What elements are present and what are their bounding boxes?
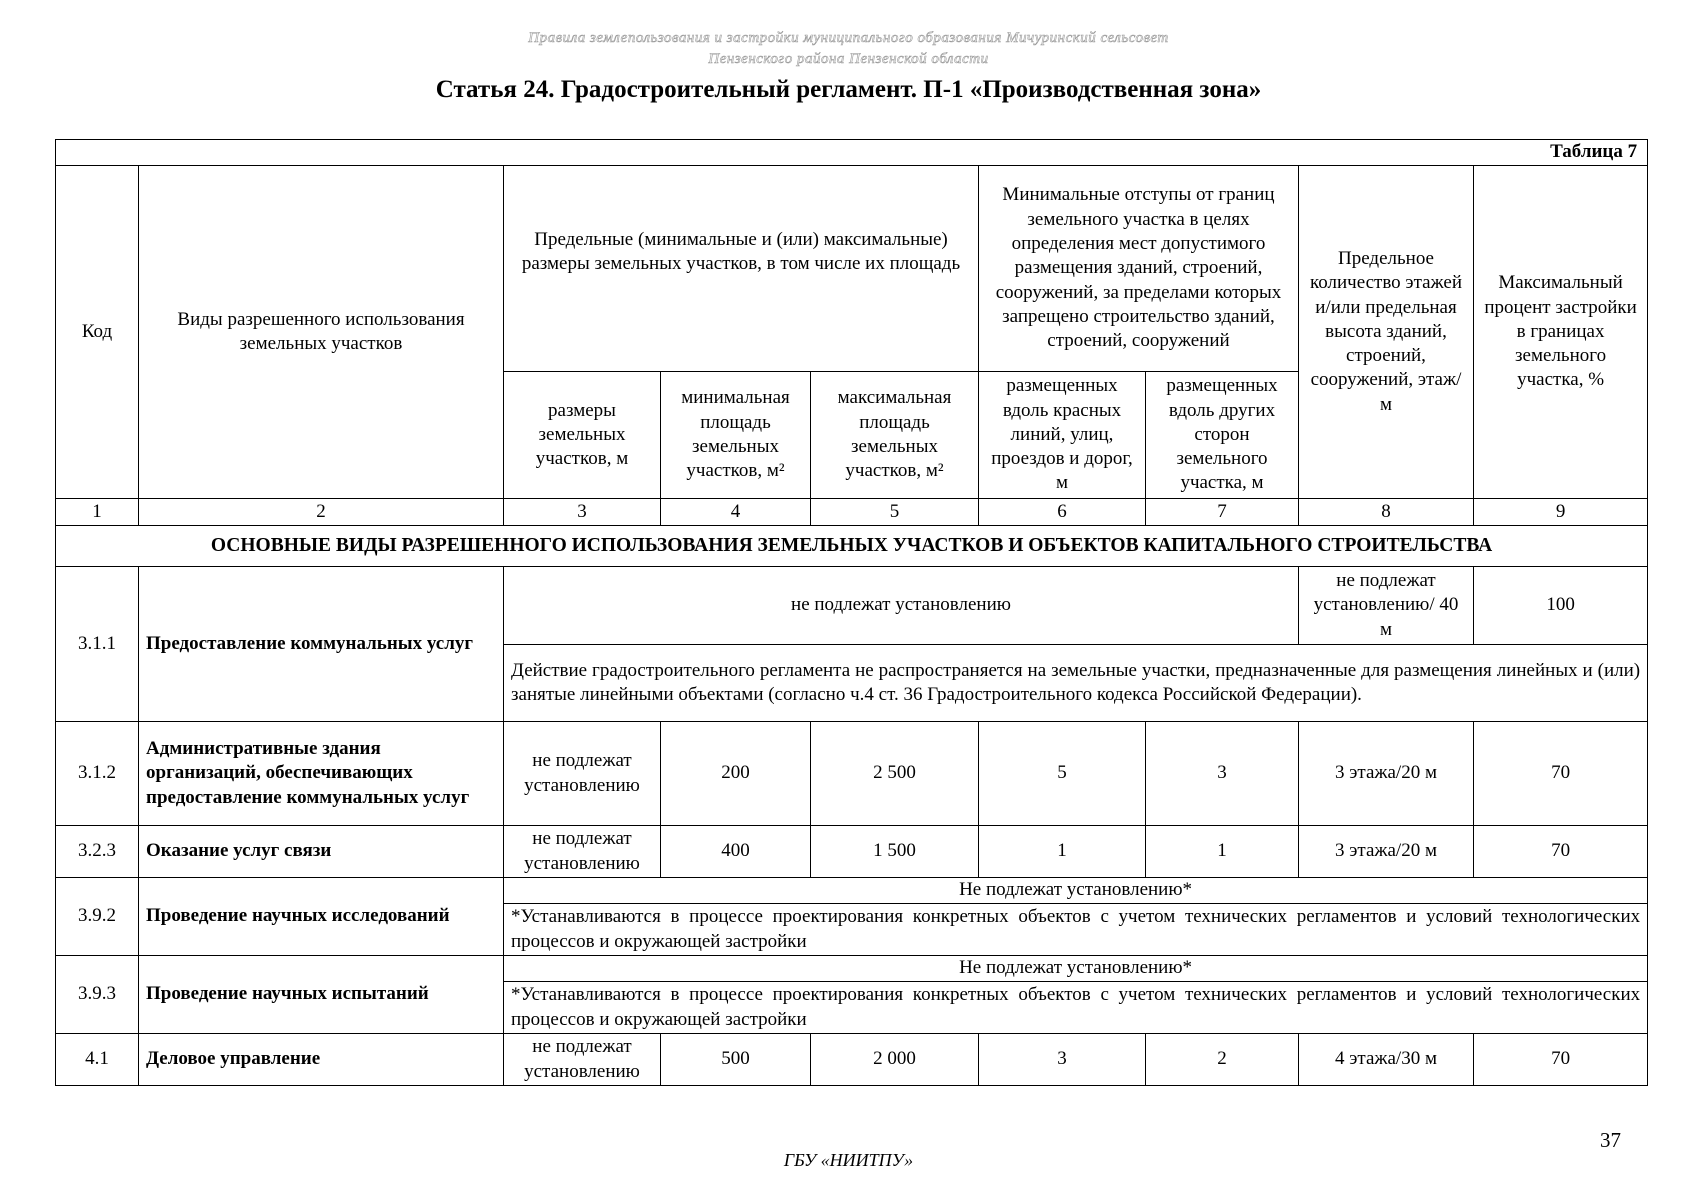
row-other-sides: 1 — [1146, 826, 1299, 878]
regulation-table — [55, 139, 1648, 1086]
row-merged-value: Не подлежат установлению* — [504, 956, 1648, 982]
header-size: размеры земельных участков, м — [504, 372, 661, 499]
row-name: Оказание услуг связи — [139, 826, 504, 878]
table-row — [56, 722, 1648, 826]
row-size: не подлежат установлению — [504, 722, 661, 826]
table-row — [56, 1034, 1648, 1086]
table-label: Таблица 7 — [56, 140, 1648, 166]
col-number: 8 — [1299, 499, 1474, 526]
row-size: не подлежат установлению — [504, 1034, 661, 1086]
row-code: 3.9.3 — [56, 956, 139, 1034]
header-limits-group: Предельные (минимальные и (или) максимальные) размеры земельных участков, в том числе их площадь — [504, 166, 979, 372]
row-percent: 70 — [1474, 1034, 1648, 1086]
col-number: 1 — [56, 499, 139, 526]
row-min-area: 500 — [661, 1034, 811, 1086]
row-code: 3.2.3 — [56, 826, 139, 878]
header-min-area: минимальная площадь земельных участков, м² — [661, 372, 811, 499]
row-percent: 70 — [1474, 826, 1648, 878]
table-row — [56, 878, 1648, 904]
column-number-row — [56, 499, 1648, 526]
row-code: 3.1.2 — [56, 722, 139, 826]
row-floors: 4 этажа/30 м — [1299, 1034, 1474, 1086]
col-number: 2 — [139, 499, 504, 526]
row-merged-value: не подлежат установлению — [504, 567, 1299, 645]
header-code: Код — [56, 166, 139, 499]
col-number: 4 — [661, 499, 811, 526]
row-min-area: 400 — [661, 826, 811, 878]
col-number: 9 — [1474, 499, 1648, 526]
running-header-line1: Правила землепользования и застройки муниципального образования Мичуринский сельсовет — [528, 30, 1169, 46]
row-min-area: 200 — [661, 722, 811, 826]
header-max-area: максимальная площадь земельных участков, м² — [811, 372, 979, 499]
row-max-area: 2 000 — [811, 1034, 979, 1086]
header-max-percent-text: Максимальный процент застройки в границах земельного участка, % — [1484, 272, 1637, 391]
row-code: 4.1 — [56, 1034, 139, 1086]
row-name: Проведение научных испытаний — [139, 956, 504, 1034]
row-size: не подлежат установлению — [504, 826, 661, 878]
table-row — [56, 826, 1648, 878]
row-name: Деловое управление — [139, 1034, 504, 1086]
header-max-percent — [1474, 166, 1648, 499]
table-row — [56, 956, 1648, 982]
row-note: *Устанавливаются в процессе проектирования конкретных объектов с учетом технических регламентов и условий технологических процессов и окружающей застройки — [504, 904, 1648, 956]
row-max-area: 1 500 — [811, 826, 979, 878]
row-note: *Устанавливаются в процессе проектирования конкретных объектов с учетом технических регламентов и условий технологических процессов и окружающей застройки — [504, 982, 1648, 1034]
row-code: 3.9.2 — [56, 878, 139, 956]
row-percent: 70 — [1474, 722, 1648, 826]
col-number: 3 — [504, 499, 661, 526]
row-red-lines: 5 — [979, 722, 1146, 826]
header-setbacks-group: Минимальные отступы от границ земельного участка в целях определения мест допустимого размещения зданий, строений, сооружений, за пределами которых запрещено строительство зданий, строений, сооружений — [979, 166, 1299, 372]
table-row — [56, 567, 1648, 645]
row-percent: 100 — [1474, 567, 1648, 645]
page-footer: ГБУ «НИИТПУ» — [783, 1150, 914, 1170]
col-number: 6 — [979, 499, 1146, 526]
row-merged-value: Не подлежат установлению* — [504, 878, 1648, 904]
row-floors: не подлежат установлению/ 40 м — [1299, 567, 1474, 645]
row-red-lines: 1 — [979, 826, 1146, 878]
col-number: 7 — [1146, 499, 1299, 526]
header-floors: Предельное количество этажей и/или предельная высота зданий, строений, сооружений, этаж/м — [1299, 166, 1474, 499]
page-title: Статья 24. Градостроительный регламент. П-1 «Производственная зона» — [435, 76, 1262, 103]
row-other-sides: 3 — [1146, 722, 1299, 826]
running-header-line2: Пензенского района Пензенской области — [708, 51, 989, 67]
section-title: ОСНОВНЫЕ ВИДЫ РАЗРЕШЕННОГО ИСПОЛЬЗОВАНИЯ ЗЕМЕЛЬНЫХ УЧАСТКОВ И ОБЪЕКТОВ КАПИТАЛЬНОГО СТРОИТЕЛЬСТВА — [56, 526, 1648, 567]
header-red-lines: размещенных вдоль красных линий, улиц, проездов и дорог, м — [979, 372, 1146, 499]
header-use-types: Виды разрешенного использования земельных участков — [139, 166, 504, 499]
header-other-sides: размещенных вдоль других сторон земельного участка, м — [1146, 372, 1299, 499]
row-floors: 3 этажа/20 м — [1299, 722, 1474, 826]
col-number: 5 — [811, 499, 979, 526]
row-other-sides: 2 — [1146, 1034, 1299, 1086]
page-number: 37 — [1600, 1128, 1621, 1152]
row-red-lines: 3 — [979, 1034, 1146, 1086]
row-note: Действие градостроительного регламента не распространяется на земельные участки, предназначенные для размещения линейных и (или) занятые линейными объектами (согласно ч.4 ст. 36 Градостроительного кодекса Российской Федерации). — [504, 645, 1648, 722]
row-name: Предоставление коммунальных услуг — [139, 567, 504, 722]
row-floors: 3 этажа/20 м — [1299, 826, 1474, 878]
row-name: Проведение научных исследований — [139, 878, 504, 956]
row-code: 3.1.1 — [56, 567, 139, 722]
row-name: Административные здания организаций, обеспечивающих предоставление коммунальных услуг — [139, 722, 504, 826]
row-max-area: 2 500 — [811, 722, 979, 826]
